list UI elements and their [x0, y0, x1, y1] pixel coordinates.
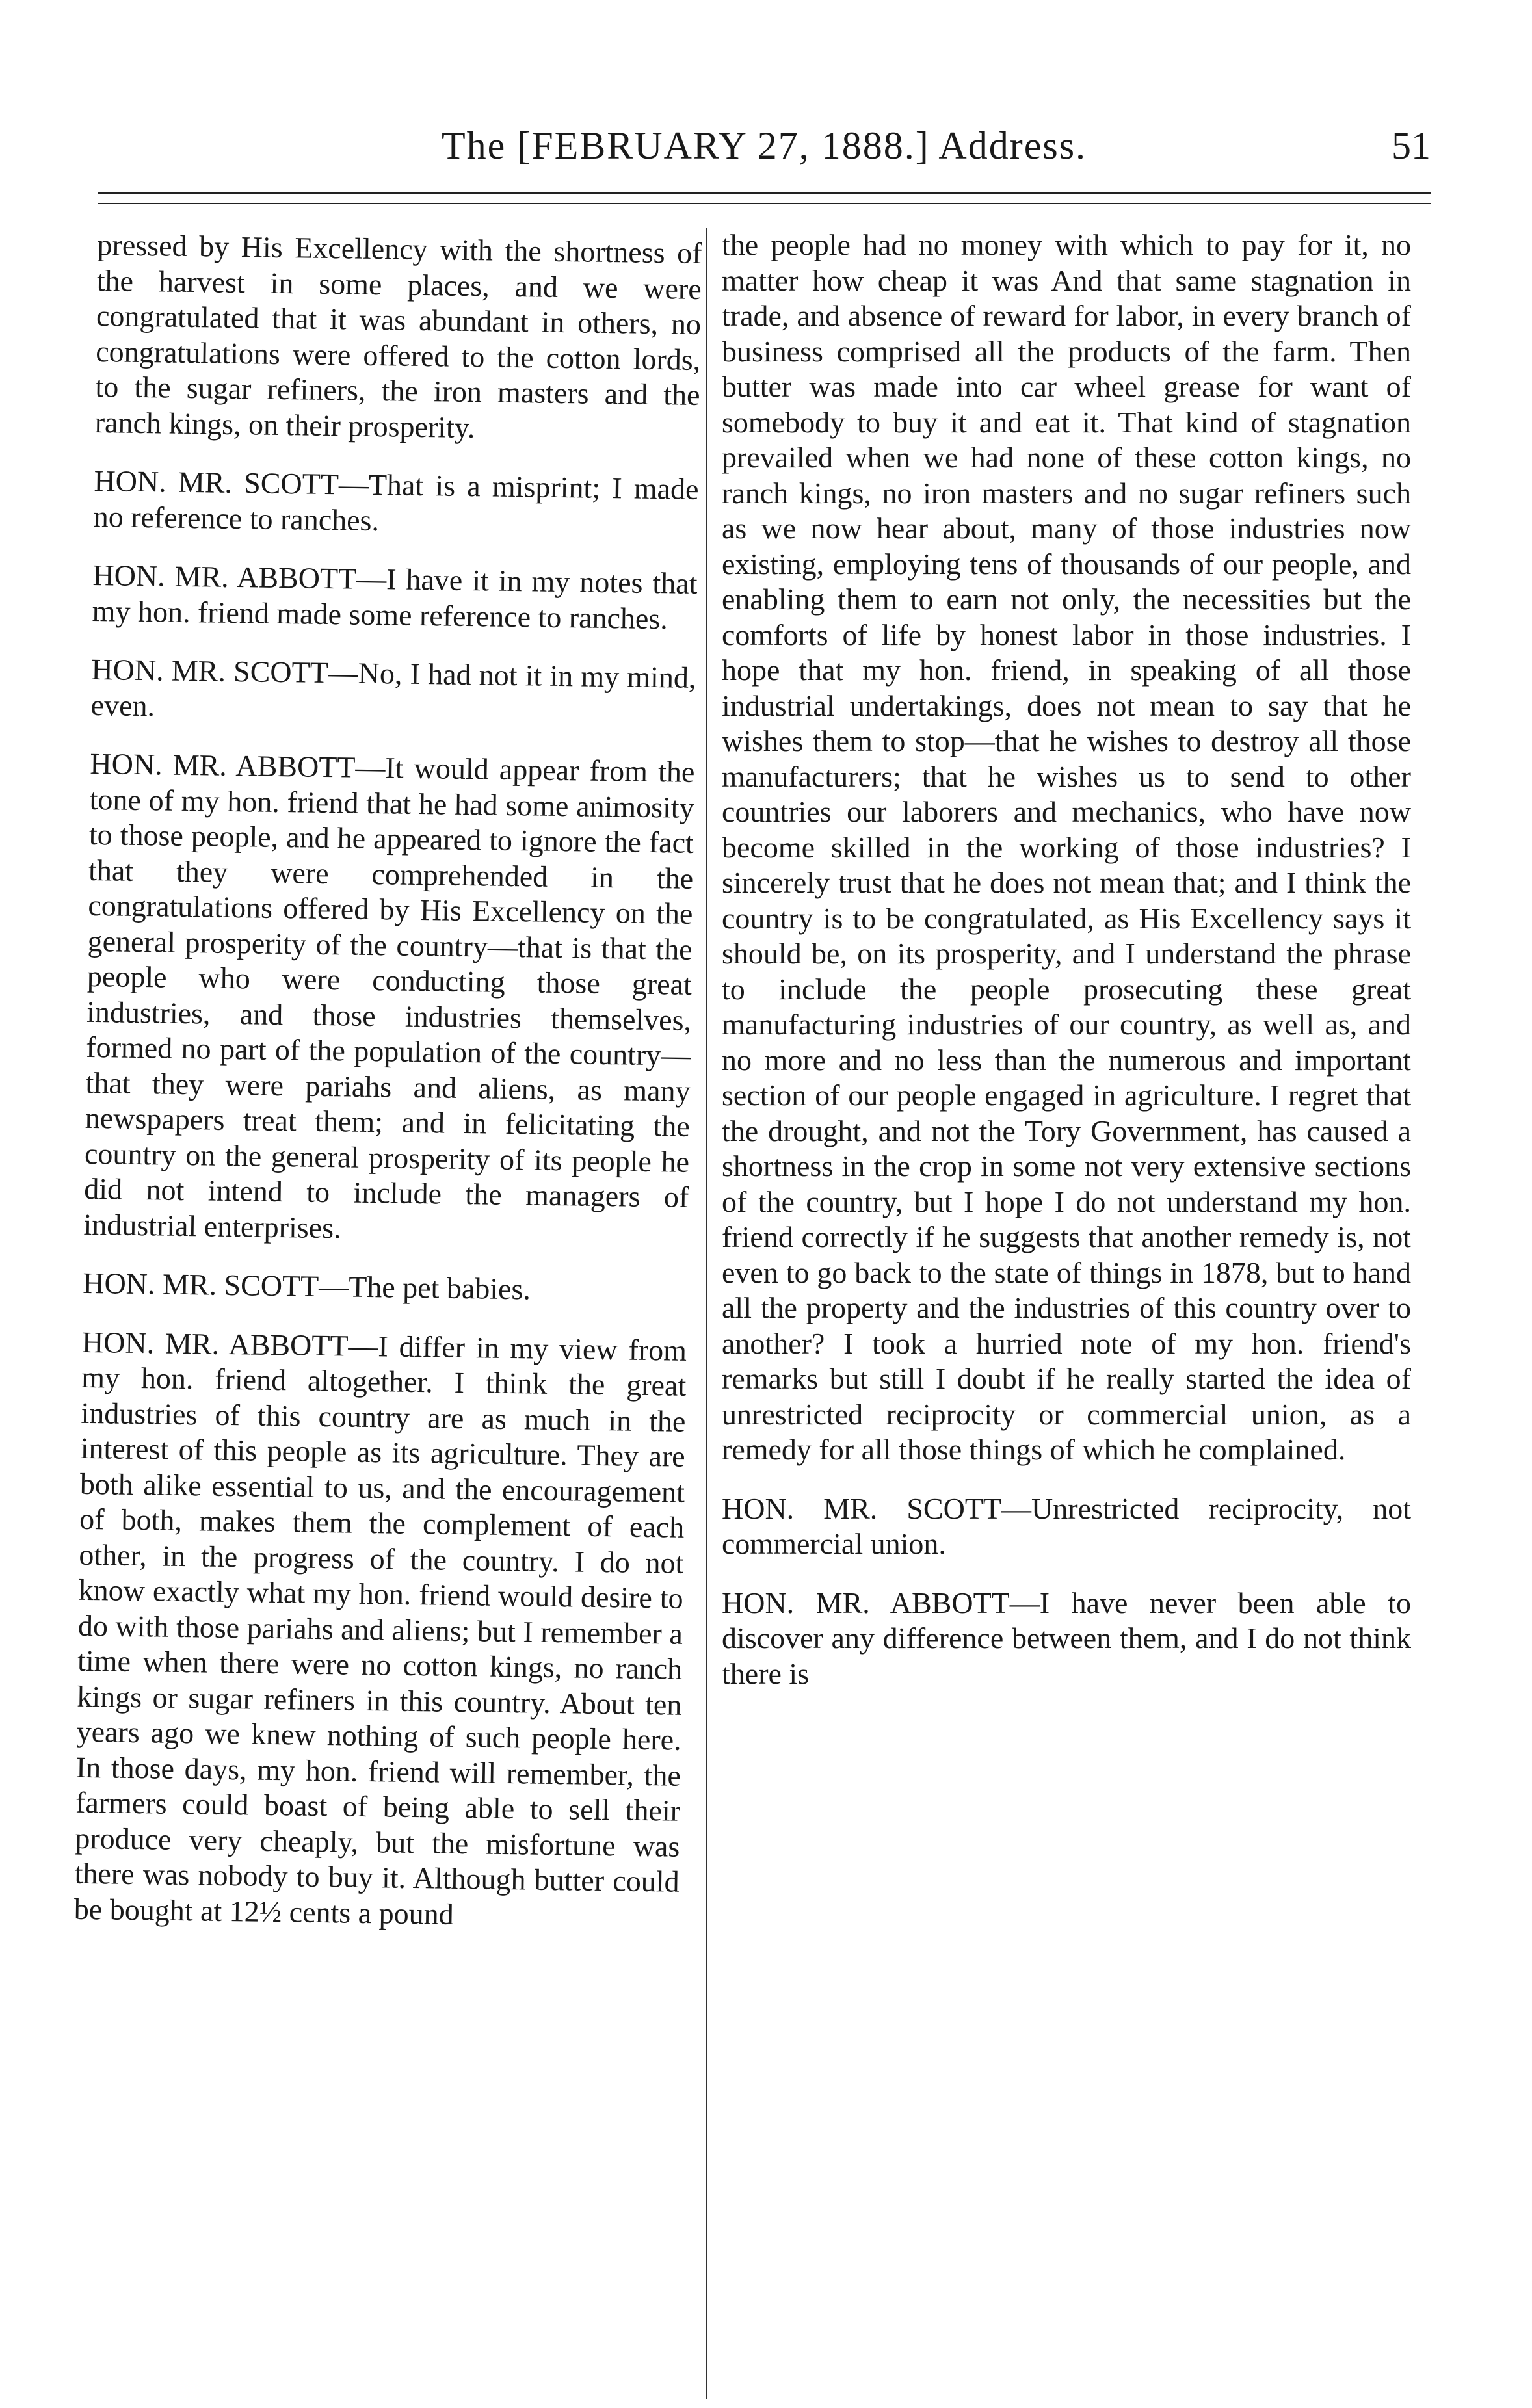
paragraph: HON. MR. SCOTT—No, I had not it in my mind, even. [90, 652, 696, 722]
header-rule-top [98, 192, 1431, 194]
right-column [722, 228, 1411, 1698]
paragraph: pressed by His Excellency with the shortness of the harvest in some places, and we were congratulated that it was abundant in others, no congratulations were offered to the cotton lords, to the sugar refiners, the iron masters and the ranch kings, on their prosperity. [94, 228, 702, 444]
paragraph: HON. MR. ABBOTT—I differ in my view from my hon. friend altogether. I think the great industries of this country are as much in the interest of this people as its agriculture. They are both alike essential to us, and the encouragement of both, makes them the complement of each other, in the progress of the country. I do not know exactly what my hon. friend would desire to do with those pariahs and aliens; but I remember a time when there were no cotton kings, no ranch kings or sugar refiners in this country. About ten years ago we knew nothing of such people here. In those days, my hon. friend will remember, the farmers could boast of being able to sell their produce very cheaply, but the misfortune was there was nobody to buy it. Although butter could be bought at 12½ cents a pound [73, 1325, 687, 1931]
page-header [98, 124, 1431, 182]
left-column [73, 228, 702, 1942]
paragraph: HON. MR. SCOTT—Unrestricted reciprocity, not commercial union. [722, 1491, 1411, 1560]
paragraph: the people had no money with which to pay for it, no matter how cheap it was And that same stagnation in trade, and absence of reward for labor, in every branch of business comprised all the products of the farm. Then butter was made into car wheel grease for want of somebody to buy it and eat it. That kind of stagnation prevailed when we had none of these cotton kings, no ranch kings, no iron masters and no sugar refiners such as we now hear about, many of those industries now existing, employing tens of thousands of our people, and enabling them to earn not only, the necessities but the comforts of life by honest labor in those industries. I hope that my hon. friend, in speaking of all those industrial undertakings, does not mean to say that he wishes them to stop—that he wishes to destroy all those manufacturers; that he wishes us to send to other countries our laborers and mechanics, who have now become skilled in the working of those industries? I sincerely trust that he does not mean that; and I think the country is to be congratulated, as His Excellency says it should be, on its prosperity, and I understand the phrase to include the people prosecuting these great manufacturing industries of our country, as well as, and no more and no less than the numerous and important section of our people engaged in agriculture. I regret that the drought, and not the Tory Government, has caused a shortness in the crop in some not very extensive sections of the country, but I hope I do not understand my hon. friend correctly if he suggests that another remedy is, not even to go back to the state of things in 1878, but to hand all the property and the industries of this country over to another? I took a hurried note of my hon. friend's remarks but still I doubt if he really started the idea of unrestricted reciprocity or commercial union, as a remedy for all those things of which he complained. [722, 228, 1411, 1466]
page-number: 51 [1392, 124, 1431, 167]
paragraph: HON. MR. ABBOTT—I have it in my notes that my hon. friend made some reference to ranches. [92, 558, 698, 635]
paragraph: HON. MR. SCOTT—That is a misprint; I made no reference to ranches. [93, 464, 699, 537]
running-title: The [FEBRUARY 27, 1888.] Address. [441, 124, 1087, 167]
column-divider [706, 228, 707, 2399]
paragraph: HON. MR. ABBOTT—I have never been able to discover any difference between them, and I do not think there is [722, 1586, 1411, 1690]
paragraph: HON. MR. ABBOTT—It would appear from the tone of my hon. friend that he had some animosity to those people, and he appeared to ignore the fact that they were comprehended in the congratulations offered by His Excellency on the general prosperity of the country—that is that the people who were conducting those great industries, and those industries themselves, formed no part of the population of the country—that they were pariahs and aliens, as many newspapers treat them; and in felicitating the country on the general prosperity of its people he did not intend to include the managers of industrial enterprises. [83, 746, 695, 1244]
header-rule-bottom [98, 203, 1431, 204]
paragraph: HON. MR. SCOTT—The pet babies. [82, 1266, 531, 1306]
